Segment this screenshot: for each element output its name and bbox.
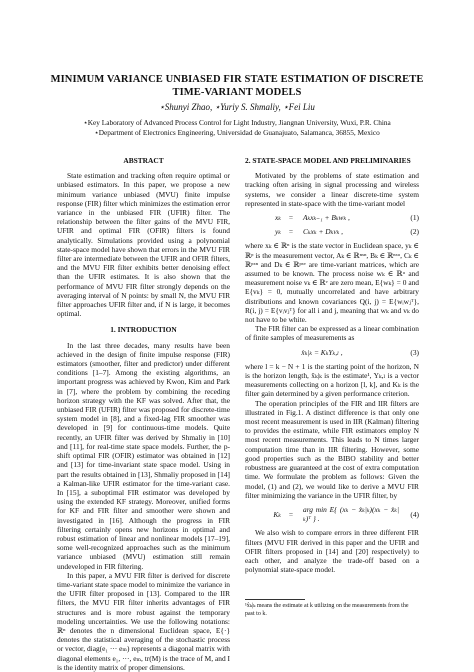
equation-1-rel: = <box>288 213 294 223</box>
equation-1-number: (1) <box>410 213 419 223</box>
paper-title: MINIMUM VARIANCE UNBIASED FIR STATE ESTIMATION OF DISCRETE TIME-VARIANT MODELS <box>50 74 424 98</box>
equation-2-number: (2) <box>410 227 419 237</box>
equation-4-rhs: arg min E{ (xₖ − x̂ₖ|ₖ)(xₖ − x̂ₖ|ₖ)ᵀ } . <box>303 504 399 524</box>
section2-paragraph-5: The operation principles of the FIR and IIR filters are illustrated in Fig.1. A distinct difference is that only one most recent measurement is used in IIR (Kalman) filtering to provides the estimate, while FIR estimators employ N most recent measurements. This leads to N times larger computation time than in IIR filtering. However, some good properties such as the BIBO stability and better robustness are guaranteed at the cost of extra computation time. We formulate the problem as follows: Given the model, (1) and (2), we would like to derive a MVU FIR filter minimizing the variance in the UFIR filter, by <box>245 398 419 500</box>
affiliation-1: ⋆Key Laboratory of Advanced Process Control for Light Industry, Jiangnan University, Wuxi, P.R. China <box>83 118 391 127</box>
equation-3 <box>245 348 419 357</box>
equation-3-rhs: x̂ₖ|ₖ = KₖYₖ,ₗ , <box>301 347 343 357</box>
equation-4 <box>245 505 419 523</box>
left-column <box>57 156 230 672</box>
section2-paragraph-2: where xₖ ∈ ℝⁿ is the state vector in Euclidean space, yₖ ∈ ℝᵖ is the measurement vector, Aₖ ∈ ℝⁿˣⁿ, Bₖ ∈ ℝⁿˣᵘ, Cₖ ∈ ℝᵖˣⁿ and Dₖ ∈ ℝᵖˣᵛ are time-variant matrices, which are assumed to be known. The process noise wₖ ∈ ℝᵘ and measurement noise vₖ ∈ ℝᵛ are zero mean, E{wₖ} = 0 and E{vₖ} = 0, mutually uncorrelated and have arbitrary distributions and known covariances Q(i, j) = E{wᵢwⱼᵀ}, R(i, j) = E{vᵢvⱼᵀ} for all i and j, meaning that wₖ and vₖ do not have to be white. <box>245 241 419 325</box>
footnote: ¹x̂ₖ|ₖ means the estimate at k utilizing on the measurements from the past to k. <box>245 603 409 617</box>
section2-paragraph-1: Motivated by the problems of state estimation and tracking often arising in signal processing and wireless systems, we consider a linear discrete-time system represented in state-space with the time-variant model <box>245 171 419 208</box>
equation-3-number: (3) <box>410 347 419 357</box>
equation-4-number: (4) <box>410 509 419 519</box>
equation-2-rel: = <box>288 227 294 237</box>
abstract-text: State estimation and tracking often require optimal or unbiased estimators. In this paper, we propose a new minimum variance unbiased (MVU) finite impulse response (FIR) filter which minimizes the estimation error variance in the unbiased FIR (UFIR) filter. The relationship between the filter gains of the MVU FIR, UFIR and optimal FIR (OFIR) filters is found analytically. Simulations provided using a polynomial state-space model have shown that errors in the MVU FIR filter are intermediate between the UFIR and OFIR filters, and the MVU FIR filter exhibits better denoising effect than the UFIR estimates. It is also shown that the performance of MVU FIR filter strongly depends on the averaging interval of N points: by small N, the MVU FIR filter approaches UFIR filter and, if N is large, it becomes optimal. <box>57 171 230 319</box>
equation-4-lhs: Kₖ <box>273 509 281 519</box>
section2-paragraph-3: The FIR filter can be expressed as a linear combination of finite samples of measurements as <box>245 324 419 343</box>
equation-1-lhs: xₖ <box>275 213 281 223</box>
equation-2 <box>245 227 419 236</box>
equation-2-rhs: Cₖxₖ + Dₖvₖ , <box>303 227 343 237</box>
section2-paragraph-6: We also wish to compare errors in three different FIR filters (MVU FIR derived in this paper and the UFIR and OFIR filters proposed in [14] and [20] respectively) to each other, and analyze the trade-off based on a polynomial state-space model. <box>245 528 419 575</box>
affiliations <box>40 118 434 137</box>
author-list: ⋆Shunyi Zhao, ⋆Yuriy S. Shmaliy, ⋆Fei Liu <box>159 102 315 112</box>
footnote-divider <box>245 599 305 600</box>
section2-paragraph-4: where l = k − N + 1 is the starting point of the horizon, N is the horizon length, x̂ₖ|ₖ is the estimate¹, Yₖ,ₗ is a vector measurements collecting on a horizon [l, k], and Kₖ is the filter gain determined by a given performance criterion. <box>245 361 419 399</box>
equation-2-lhs: yₖ <box>275 227 281 237</box>
intro-paragraph-2: In this paper, a MVU FIR filter is derived for discrete time-variant state space model to minimize the variance in the UFIR filter proposed in [13]. Compared to the IIR filters, the MVU FIR filter inherits advantages of FIR structures and is more robust against the temporary modeling uncertainties. We use the following notations: ℝⁿ denotes the n dimensional Euclidean space, E{·} denotes the statistical averaging of the stochastic process or vector, diag(e₁ ··· eₘ) represents a diagonal matrix with diagonal elements e₁, ···, eₘ, tr(M) is the trace of M, and I is the identity matrix of proper dimensions. <box>57 570 230 672</box>
intro-heading: 1. INTRODUCTION <box>110 325 177 335</box>
equation-1 <box>245 213 419 222</box>
affiliation-2: ⋆Department of Electronics Engineering, Universidad de Guanajuato, Salamanca, 36855, Mexico <box>94 127 380 137</box>
section2-heading: 2. STATE-SPACE MODEL AND PRELIMINARIES <box>245 156 411 165</box>
right-column <box>245 156 419 574</box>
equation-4-rel: = <box>288 509 294 519</box>
intro-paragraph-1: In the last three decades, many results have been achieved in the design of finite impulse response (FIR) estimators (smoother, filter and predictor) under different conditions [1–7]. Among the existing algorithms, an important progress was achieved by Kwon, Kim and Park in [7], where the problem by combining the receding horizon strategy with the KF was solved. After that, the unbiased FIR (UFIR) filter was proposed for discrete-time system model in [8], and a fixed-lag FIR smoother was developed in [9] for continuous-time models. Quite recently, an UFIR filter was derived by Shmaliy in [10] and [11], for real-time state space models. Further, the p-shift optimal FIR (OFIR) estimator was obtained in [12] and [13] for time-invariant state space model. Using in part the results obtained in [13], Shmaliy proposed in [14] a Kalman-like UFIR estimator for the time-variant case. In [15], a suboptimal FIR estimator was developed by using the extended KF strategy. Moreover, unified forms for KF and FIR filter and smoother were shown and investigated in [16]. Although the progress in FIR filtering certainly opens new horizons in optimal and robust estimation of linear and nonlinear models [17–19], some well-recognized approaches such as the minimum variance unbiased (MVU) estimation still remain undeveloped in FIR filtering. <box>57 340 230 571</box>
abstract-heading: ABSTRACT <box>123 156 164 165</box>
equation-1-rhs: Aₖxₖ₋₁ + Bₖwₖ , <box>303 213 350 223</box>
